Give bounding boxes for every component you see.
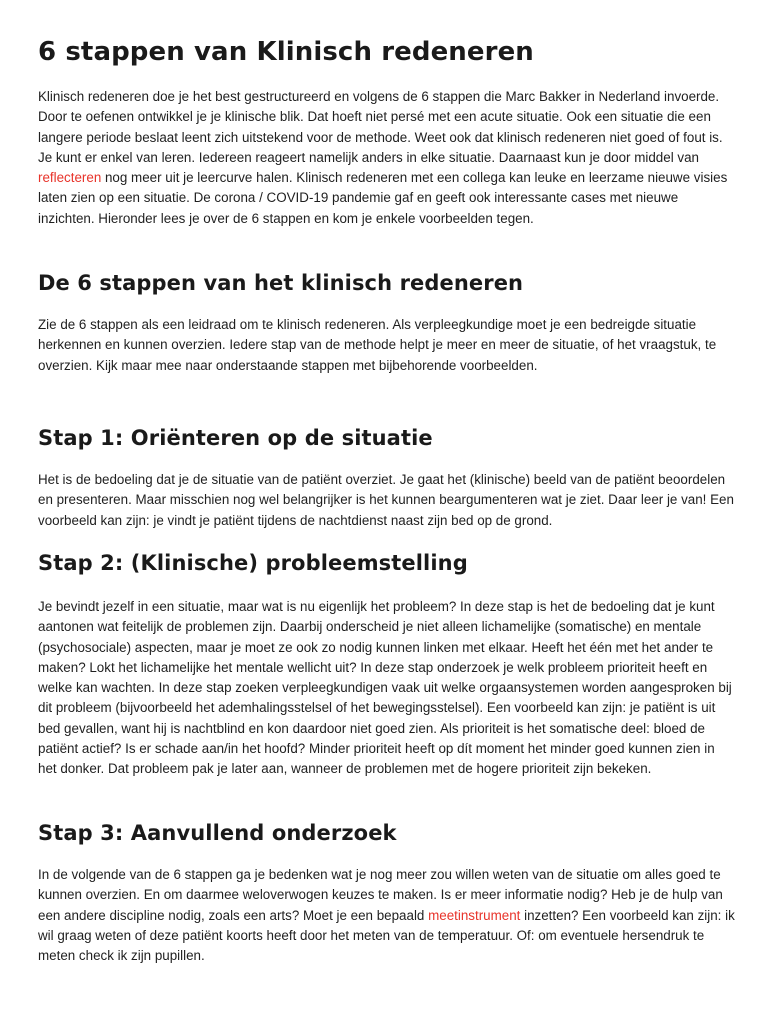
step1-heading: Stap 1: Oriënteren op de situatie xyxy=(38,426,433,450)
step3-text-part2: inzetten? Een voorbeeld kan zijn: ik wil graag weten of deze patiënt koorts heeft door het meten van de temperatuur. Of: om eventuele hersendruk te meten check ik zijn pupillen. xyxy=(38,907,735,964)
overview-heading: De 6 stappen van het klinisch redeneren xyxy=(38,271,524,295)
step2-paragraph: Je bevindt jezelf in een situatie, maar wat is nu eigenlijk het probleem? In deze stap is het de bedoeling dat je kunt aantonen wat feitelijk de problemen zijn. Daarbij onderscheid je niet alleen lichamelijke (somatische) en mentale (psychosociale) aspecten, maar je moet ze ook zo nodig kunnen linken met elkaar. Heeft het één met het ander te maken? Lokt het lichamelijke het mentale wellicht uit? In deze stap onderzoek je welk probleem prioriteit heeft en welke kan wachten. In deze stap zoeken verpleegkundigen vaak uit welke orgaansystemen worden aangesproken bij dit probleem (bijvoorbeeld het ademhalingsstelsel of het bewegingsstelsel). Een voorbeeld kan zijn: je patiënt is uit bed gevallen, want hij is nachtblind en kon daardoor niet goed zien. Als prioriteit is het somatische deel: bloed de patiënt actief? Is er schade aan/in het hoofd? Minder prioriteit heeft op dít moment het minder goed kunnen zien in het donker. Dat probleem pak je later aan, wanneer de problemen met de hogere prioriteit zijn bekeken. xyxy=(38,599,732,777)
intro-text-part2: nog meer uit je leercurve halen. Klinisch redeneren met een collega kan leuke en leerzame nieuwe visies laten zien op een situatie. De corona / COVID-19 pandemie gaf en geeft ook interessante cases met nieuwe inzichten. Hieronder lees je over de 6 stappen en kom je enkele voorbeelden tegen. xyxy=(38,170,728,226)
step2-heading: Stap 2: (Klinische) probleemstelling xyxy=(38,551,468,575)
article-title-block xyxy=(38,36,736,68)
intro-text-part1: Klinisch redeneren doe je het best gestructureerd en volgens de 6 stappen die Marc Bakker in Nederland invoerde. Door te oefenen ontwikkel je je klinische blik. Dat hoeft niet persé met een acute situatie. Ook een situatie die een langere periode beslaat leent zich uitstekend voor de methode. Weet ook dat klinisch redeneren niet goed of fout is. Je kunt er enkel van leren. Iedereen reageert namelijk anders in elke situatie. Daarnaast kun je door middel van xyxy=(38,89,723,165)
step1-heading-block xyxy=(38,424,736,452)
step3-text-part1: In de volgende van de 6 stappen ga je bedenken wat je nog meer zou willen weten van de situatie om alles goed te kunnen overzien. En om daarmee weloverwogen keuzes te maken. Is er meer informatie nodig? Heb je de hulp van een andere discipline nodig, zoals een arts? Moet je een bepaald xyxy=(38,867,723,923)
step1-paragraph-block xyxy=(38,470,736,531)
step2-paragraph-block xyxy=(38,597,736,780)
overview-paragraph: Zie de 6 stappen als een leidraad om te klinisch redeneren. Als verpleegkundige moet je een bedreigde situatie herkennen en kunnen overzien. Iedere stap van de methode helpt je meer en meer de situatie, of het vraagstuk, te overzien. Kijk maar mee naar onderstaande stappen met bijbehorende voorbeelden. xyxy=(38,317,717,373)
overview-paragraph-block xyxy=(38,315,736,376)
step3-paragraph-block xyxy=(38,865,736,966)
reflecteren-link[interactable]: reflecteren xyxy=(38,170,102,186)
step3-heading: Stap 3: Aanvullend onderzoek xyxy=(38,821,397,845)
step3-paragraph xyxy=(38,865,736,966)
intro-paragraph-block xyxy=(38,87,736,229)
overview-heading-block xyxy=(38,269,736,297)
step2-heading-block xyxy=(38,549,736,577)
article-title: 6 stappen van Klinisch redeneren xyxy=(38,37,534,67)
step1-paragraph: Het is de bedoeling dat je de situatie van de patiënt overziet. Je gaat het (klinische) beeld van de patiënt beoordelen en presenteren. Maar misschien nog wel belangrijker is het kunnen beargumenteren wat je ziet. Daar leer je van! Een voorbeeld kan zijn: je vindt je patiënt tijdens de nachtdienst naast zijn bed op de grond. xyxy=(38,472,734,528)
meetinstrument-link[interactable]: meetinstrument xyxy=(428,907,521,923)
step3-heading-block xyxy=(38,819,736,847)
intro-paragraph xyxy=(38,87,736,229)
